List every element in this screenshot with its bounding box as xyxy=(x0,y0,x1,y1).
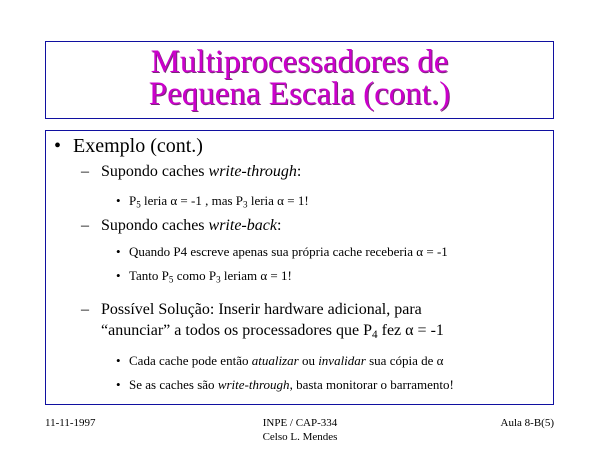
dash-marker: – xyxy=(81,301,89,318)
text-segment: “anunciar” a todos os processadores que P xyxy=(101,322,373,339)
subscript: 3 xyxy=(243,199,248,210)
footer-page: Aula 8-B(5) xyxy=(500,417,554,429)
subscript: 4 xyxy=(372,328,378,341)
subscript: 5 xyxy=(136,199,141,210)
section-write-back xyxy=(101,217,281,235)
footer-author: Celso L. Mendes xyxy=(262,431,338,443)
bullet-marker: • xyxy=(54,135,62,157)
section-solucao-line2 xyxy=(101,322,444,340)
text-segment: sua cópia de α xyxy=(365,353,444,368)
subscript: 3 xyxy=(216,274,221,285)
italic-text: write-back xyxy=(208,217,277,234)
text-segment: leria α = 1! xyxy=(247,193,309,208)
italic-text: write-through xyxy=(208,163,297,180)
bullet-marker: • xyxy=(116,193,121,208)
item-atualizar-invalidar xyxy=(129,353,443,369)
text-segment: leria α = -1 , mas P xyxy=(140,193,244,208)
text-segment: Se as caches são xyxy=(129,377,218,392)
text-segment: leriam α = 1! xyxy=(220,268,292,283)
text-segment: fez α = -1 xyxy=(377,322,444,339)
dash-marker: – xyxy=(81,217,89,234)
bullet-exemplo: Exemplo (cont.) xyxy=(73,135,203,157)
footer-course: INPE / CAP-334 xyxy=(262,417,338,429)
text-segment: : xyxy=(296,163,302,180)
bullet-marker: • xyxy=(116,353,121,368)
content-box xyxy=(45,130,554,405)
dash-marker: – xyxy=(81,163,89,180)
item-p4-escreve: Quando P4 escreve apenas sua própria cache receberia α = -1 xyxy=(129,244,448,259)
section-write-through xyxy=(101,163,301,181)
italic-text: invalidar xyxy=(318,353,366,368)
text-segment: Tanto P xyxy=(129,268,169,283)
text-segment: Supondo caches xyxy=(101,217,209,234)
text-segment: ou xyxy=(298,353,319,368)
slide-title-line2: Pequena Escala (cont.) xyxy=(148,76,451,112)
italic-text: write-through xyxy=(217,377,290,392)
section-solucao-line1: Possível Solução: Inserir hardware adicional, para xyxy=(101,301,422,318)
text-segment: como P xyxy=(173,268,217,283)
text-segment: Cada cache pode então xyxy=(129,353,252,368)
slide-title-line1: Multiprocessadores de xyxy=(150,44,449,80)
text-segment: , basta monitorar o barramento! xyxy=(289,377,454,392)
text-segment: P xyxy=(129,193,137,208)
item-p5-p3-leria xyxy=(129,193,309,209)
bullet-marker: • xyxy=(116,377,121,392)
text-segment: Supondo caches xyxy=(101,163,209,180)
title-box xyxy=(45,41,554,119)
italic-text: atualizar xyxy=(251,353,299,368)
bullet-marker: • xyxy=(116,268,121,283)
subscript: 5 xyxy=(168,274,174,285)
item-tanto-p5-p3 xyxy=(129,268,292,284)
bullet-marker: • xyxy=(116,244,121,259)
text-segment: : xyxy=(276,217,282,234)
footer-date: 11-11-1997 xyxy=(45,417,96,429)
item-monitorar-barramento xyxy=(129,377,454,393)
